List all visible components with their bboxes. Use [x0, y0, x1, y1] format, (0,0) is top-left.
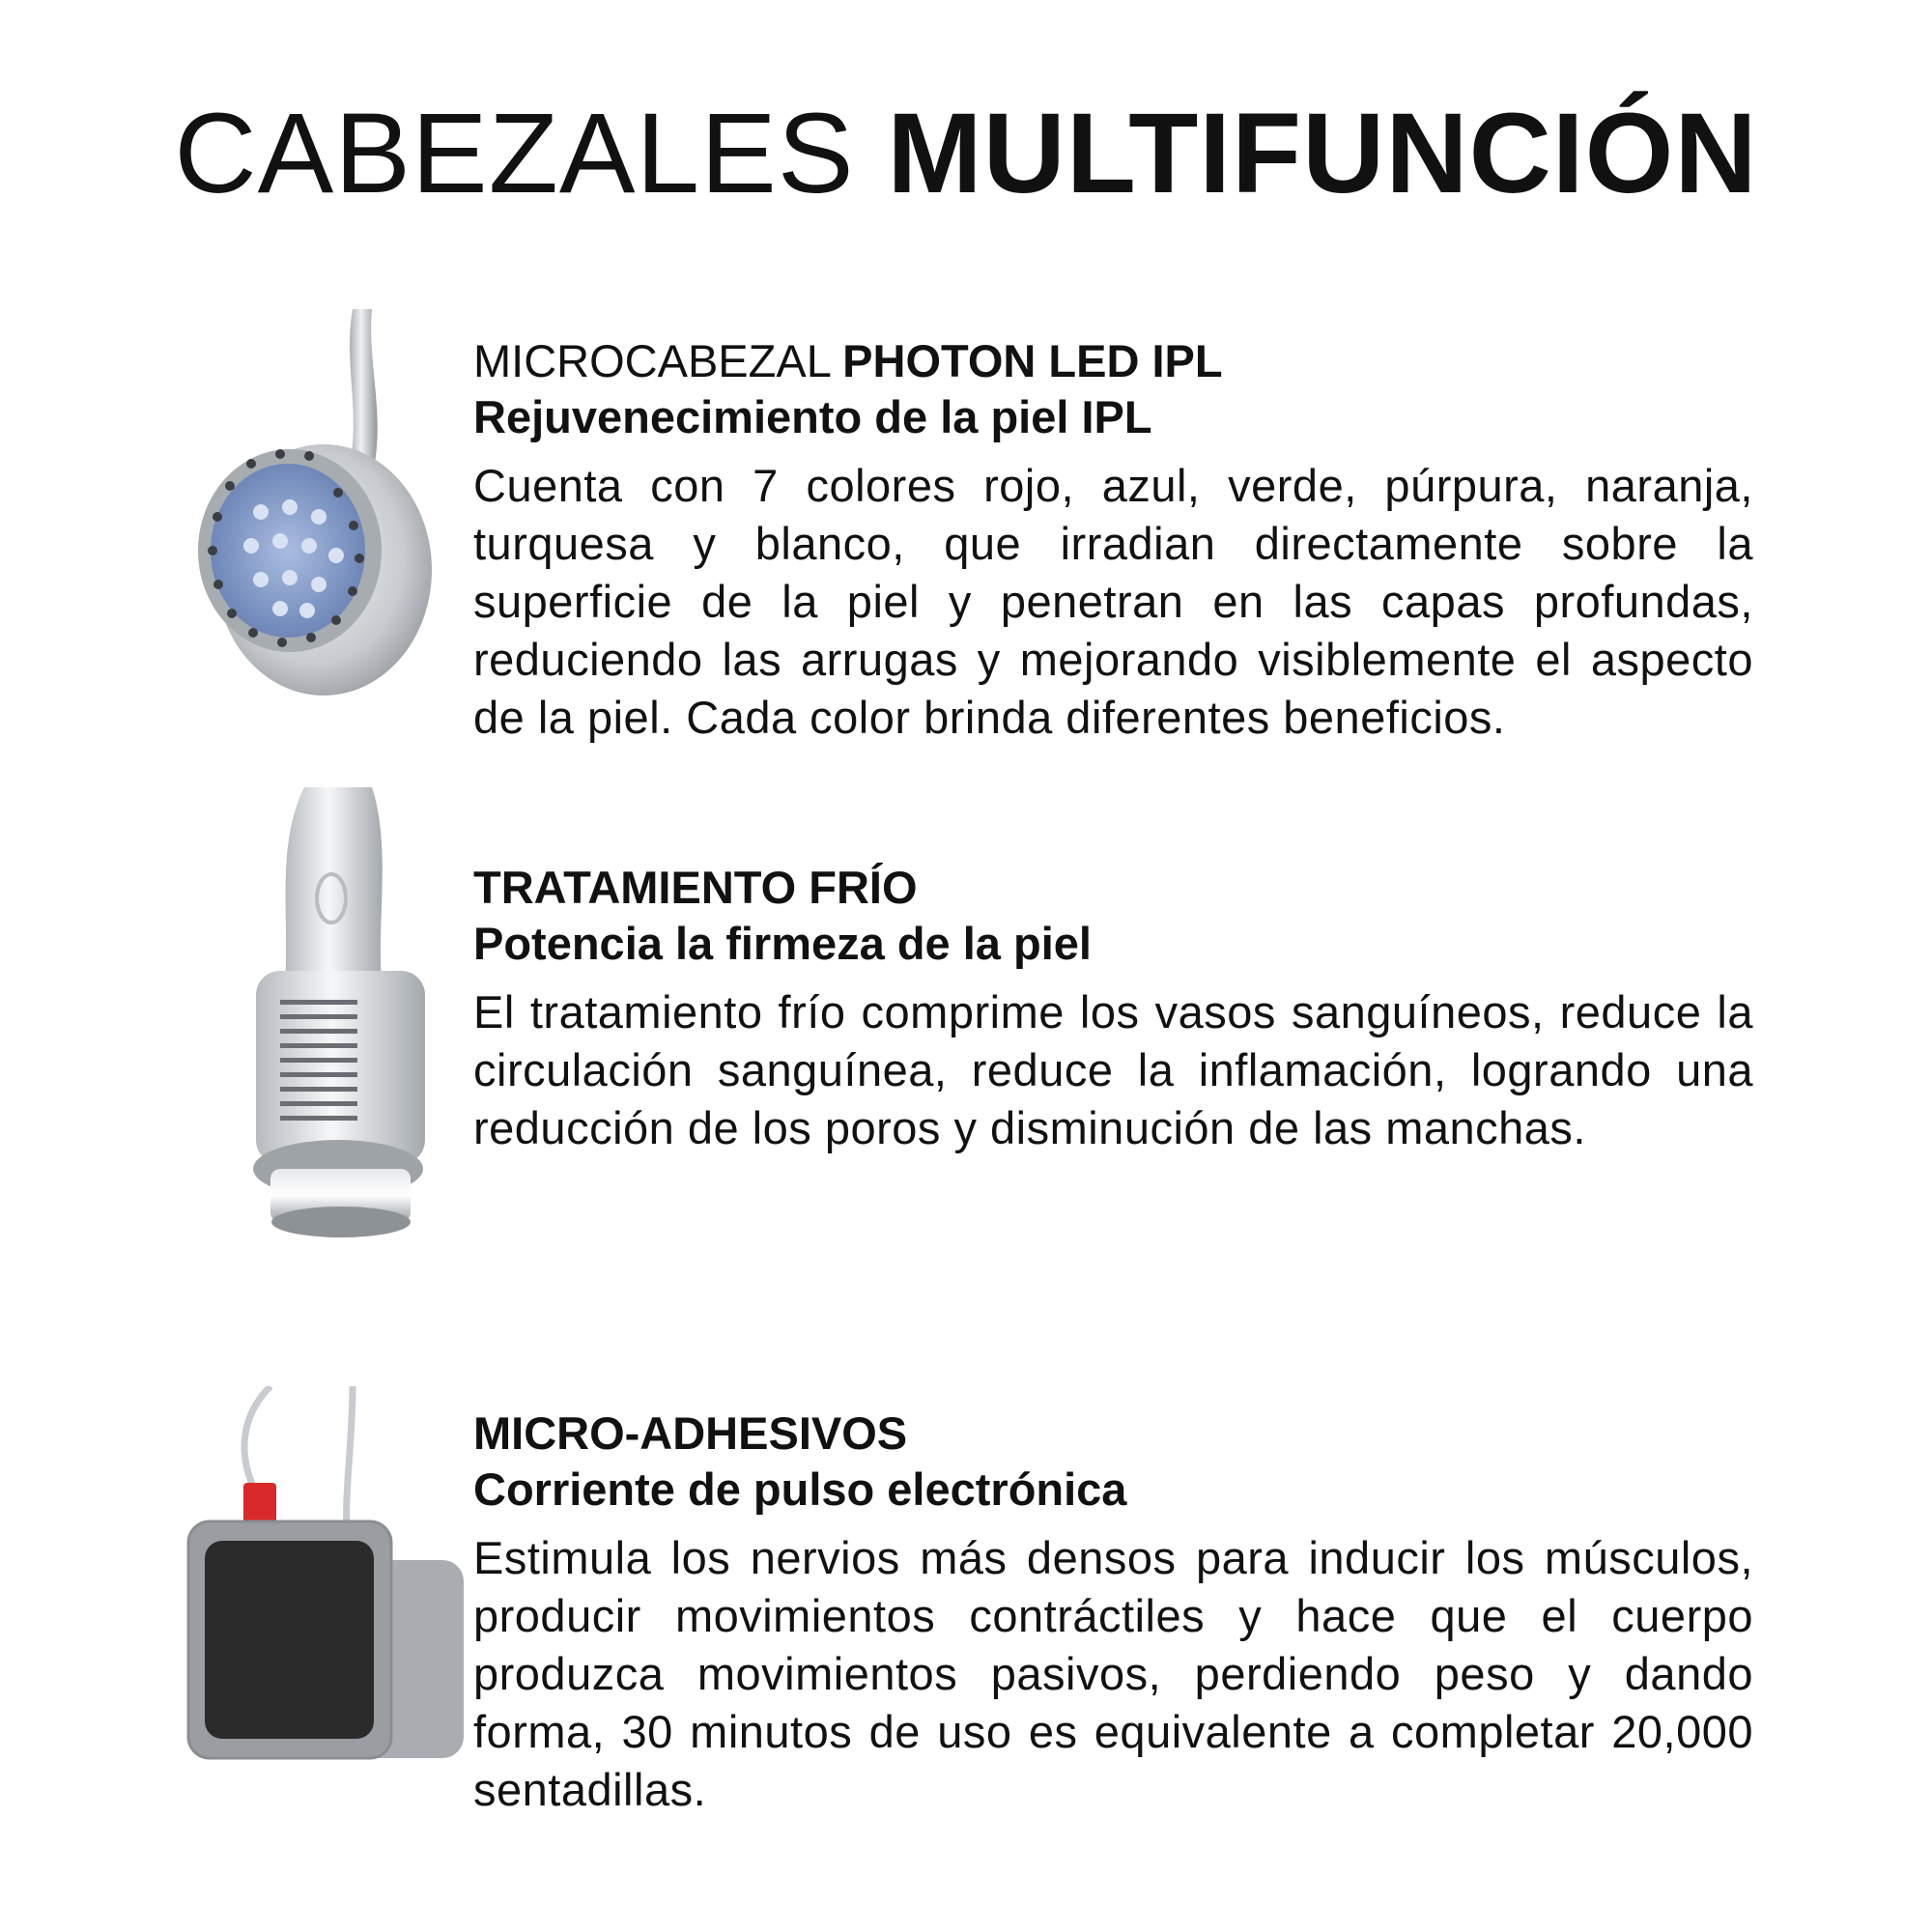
page-title-bold: MULTIFUNCIÓN	[887, 90, 1758, 217]
section-heading	[473, 1406, 1753, 1462]
section-photon-led-text	[473, 333, 1753, 747]
section-cold-treatment-text	[473, 860, 1753, 1157]
cold-treatment-head-image	[237, 787, 435, 1241]
page-title	[0, 92, 1932, 217]
page-title-light: CABEZALES	[174, 90, 855, 217]
section-subtitle: Rejuvenecimiento de la piel IPL	[473, 391, 1152, 442]
section-heading-bold: MICRO-ADHESIVOS	[473, 1407, 908, 1459]
section-subtitle: Potencia la firmeza de la piel	[473, 918, 1092, 969]
section-micro-adhesivos-text	[473, 1406, 1753, 1819]
section-body: El tratamiento frío comprime los vasos sanguíneos, reduce la circulación sanguínea, reduce la inflamación, logrando una reducción de los poros y disminución de las manchas.	[473, 986, 1753, 1153]
section-heading	[473, 860, 1753, 916]
section-subtitle: Corriente de pulso electrónica	[473, 1463, 1127, 1515]
section-heading-light: MICROCABEZAL	[473, 335, 831, 386]
section-heading	[473, 333, 1753, 389]
section-heading-bold: TRATAMIENTO FRÍO	[473, 862, 918, 913]
section-body: Estimula los nervios más densos para inducir los músculos, producir movimientos contráctiles y hace que el cuerpo produzca movimientos pasivos, perdiendo peso y dando forma, 30 minutos de uso es equivalente a completar 20,000 sentadillas.	[473, 1532, 1753, 1815]
electrode-pads-image	[184, 1386, 464, 1773]
section-body: Cuenta con 7 colores rojo, azul, verde, púrpura, naranja, turquesa y blanco, que irradian directamente sobre la superficie de la piel y penetran en las capas profundas, reduciendo las arrugas y mejorando visiblemente el aspecto de la piel. Cada color brinda diferentes beneficios.	[473, 460, 1753, 743]
photon-led-head-image	[184, 309, 444, 715]
section-heading-bold: PHOTON LED IPL	[842, 335, 1223, 386]
